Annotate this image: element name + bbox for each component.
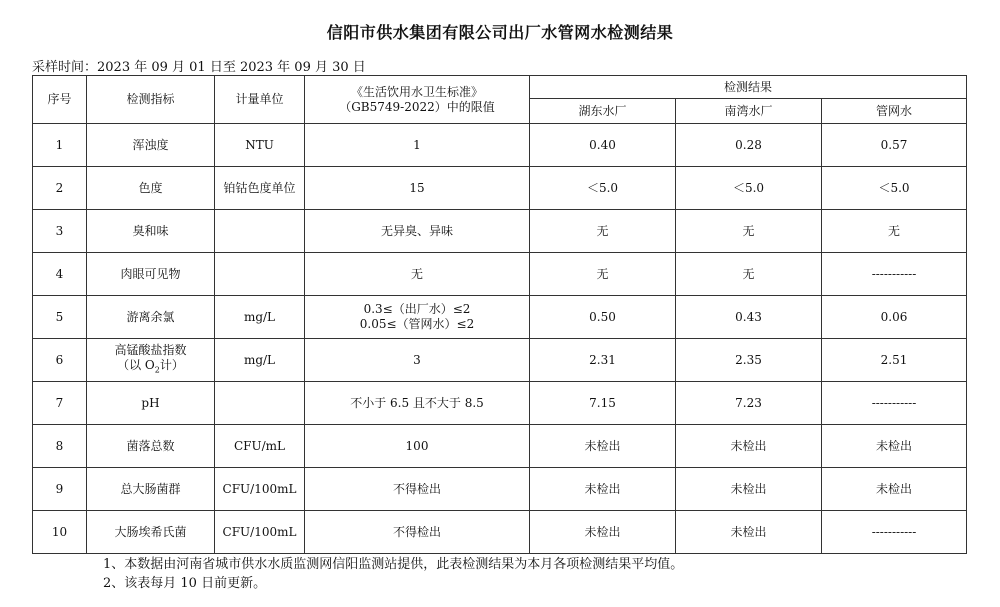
cell-limit: 不小于 6.5 且不大于 8.5 xyxy=(305,382,530,425)
header-results-group: 检测结果 xyxy=(530,76,967,99)
cell-unit xyxy=(215,253,305,296)
cell-unit: CFU/100mL xyxy=(215,468,305,511)
cell-value-nanwan: ＜5.0 xyxy=(676,167,822,210)
header-unit: 计量单位 xyxy=(215,76,305,124)
cell-value-hudong: 未检出 xyxy=(530,511,676,554)
cell-value-nanwan: 未检出 xyxy=(676,511,822,554)
header-site-network: 管网水 xyxy=(822,99,967,124)
table-row xyxy=(33,124,967,167)
cell-indicator: 大肠埃希氏菌 xyxy=(87,511,215,554)
cell-value-nanwan: 7.23 xyxy=(676,382,822,425)
results-table xyxy=(32,75,967,554)
table-row xyxy=(33,425,967,468)
cell-indicator-line1: 高锰酸盐指数 xyxy=(114,342,187,357)
cell-value-nanwan: 无 xyxy=(676,253,822,296)
cell-seq: 2 xyxy=(33,167,87,210)
cell-value-nanwan: 未检出 xyxy=(676,425,822,468)
cell-value-network: ----------- xyxy=(822,511,967,554)
notes xyxy=(103,555,683,593)
cell-limit: 3 xyxy=(305,339,530,382)
cell-value-hudong: 2.31 xyxy=(530,339,676,382)
cell-indicator: 总大肠菌群 xyxy=(87,468,215,511)
cell-unit: mg/L xyxy=(215,296,305,339)
cell-limit-line2: 0.05≤（管网水）≤2 xyxy=(359,317,475,331)
table-row xyxy=(33,511,967,554)
cell-unit: mg/L xyxy=(215,339,305,382)
header-indicator: 检测指标 xyxy=(87,76,215,124)
cell-indicator-line2 xyxy=(89,358,212,377)
cell-seq: 4 xyxy=(33,253,87,296)
cell-unit: CFU/100mL xyxy=(215,511,305,554)
cell-seq: 6 xyxy=(33,339,87,382)
table-row xyxy=(33,382,967,425)
note-update-schedule: 2、该表每月 10 日前更新。 xyxy=(103,576,267,591)
header-limit-line1: 《生活饮用水卫生标准》 xyxy=(350,84,483,99)
cell-seq: 9 xyxy=(33,468,87,511)
cell-unit xyxy=(215,210,305,253)
table-row xyxy=(33,253,967,296)
cell-seq: 10 xyxy=(33,511,87,554)
cell-value-network: 2.51 xyxy=(822,339,967,382)
header-site-nanwan: 南湾水厂 xyxy=(676,99,822,124)
cell-limit-line1: 0.3≤（出厂水）≤2 xyxy=(363,302,471,316)
cell-limit: 100 xyxy=(305,425,530,468)
cell-value-hudong: 0.40 xyxy=(530,124,676,167)
cell-seq: 1 xyxy=(33,124,87,167)
note-data-source: 1、本数据由河南省城市供水水质监测网信阳监测站提供，此表检测结果为本月各项检测结果平均值。 xyxy=(103,557,684,572)
cell-value-network: 0.57 xyxy=(822,124,967,167)
cell-value-network: ----------- xyxy=(822,382,967,425)
cell-limit: 15 xyxy=(305,167,530,210)
cell-value-network: 无 xyxy=(822,210,967,253)
indicator-line2-prefix: （以 O xyxy=(117,357,155,372)
cell-value-nanwan: 0.28 xyxy=(676,124,822,167)
cell-seq: 8 xyxy=(33,425,87,468)
table-row xyxy=(33,339,967,382)
cell-seq: 7 xyxy=(33,382,87,425)
page-title: 信阳市供水集团有限公司出厂水管网水检测结果 xyxy=(326,23,674,42)
cell-indicator: pH xyxy=(87,382,215,425)
table-row xyxy=(33,468,967,511)
cell-value-network: 0.06 xyxy=(822,296,967,339)
cell-value-network: 未检出 xyxy=(822,425,967,468)
indicator-line2-suffix: 计） xyxy=(159,357,184,372)
indicator-subscript: 2 xyxy=(154,365,160,375)
cell-value-hudong: 0.50 xyxy=(530,296,676,339)
cell-value-hudong: ＜5.0 xyxy=(530,167,676,210)
cell-unit: 铂钴色度单位 xyxy=(215,167,305,210)
cell-indicator: 色度 xyxy=(87,167,215,210)
cell-unit: NTU xyxy=(215,124,305,167)
cell-indicator: 菌落总数 xyxy=(87,425,215,468)
cell-value-nanwan: 无 xyxy=(676,210,822,253)
cell-value-hudong: 未检出 xyxy=(530,468,676,511)
header-limit xyxy=(305,76,530,124)
cell-indicator: 游离余氯 xyxy=(87,296,215,339)
table-row xyxy=(33,167,967,210)
cell-value-hudong: 未检出 xyxy=(530,425,676,468)
cell-value-nanwan: 0.43 xyxy=(676,296,822,339)
header-row xyxy=(33,76,967,99)
sampling-period: 采样时间：2023 年 09 月 01 日至 2023 年 09 月 30 日 xyxy=(32,60,366,75)
cell-limit: 不得检出 xyxy=(305,511,530,554)
cell-seq: 5 xyxy=(33,296,87,339)
cell-value-network: ＜5.0 xyxy=(822,167,967,210)
cell-unit xyxy=(215,382,305,425)
cell-limit: 无异臭、异味 xyxy=(305,210,530,253)
cell-indicator: 浑浊度 xyxy=(87,124,215,167)
header-site-hudong: 湖东水厂 xyxy=(530,99,676,124)
cell-value-nanwan: 未检出 xyxy=(676,468,822,511)
cell-unit: CFU/mL xyxy=(215,425,305,468)
cell-value-hudong: 7.15 xyxy=(530,382,676,425)
header-limit-line2: （GB5749-2022）中的限值 xyxy=(339,99,495,114)
cell-value-hudong: 无 xyxy=(530,253,676,296)
header-seq: 序号 xyxy=(33,76,87,124)
cell-limit xyxy=(305,296,530,339)
cell-value-hudong: 无 xyxy=(530,210,676,253)
table-row xyxy=(33,210,967,253)
cell-limit: 无 xyxy=(305,253,530,296)
cell-limit: 不得检出 xyxy=(305,468,530,511)
cell-seq: 3 xyxy=(33,210,87,253)
cell-limit: 1 xyxy=(305,124,530,167)
cell-indicator: 臭和味 xyxy=(87,210,215,253)
cell-indicator: 肉眼可见物 xyxy=(87,253,215,296)
cell-value-network: ----------- xyxy=(822,253,967,296)
cell-value-network: 未检出 xyxy=(822,468,967,511)
cell-indicator xyxy=(87,339,215,382)
table-row xyxy=(33,296,967,339)
cell-value-nanwan: 2.35 xyxy=(676,339,822,382)
